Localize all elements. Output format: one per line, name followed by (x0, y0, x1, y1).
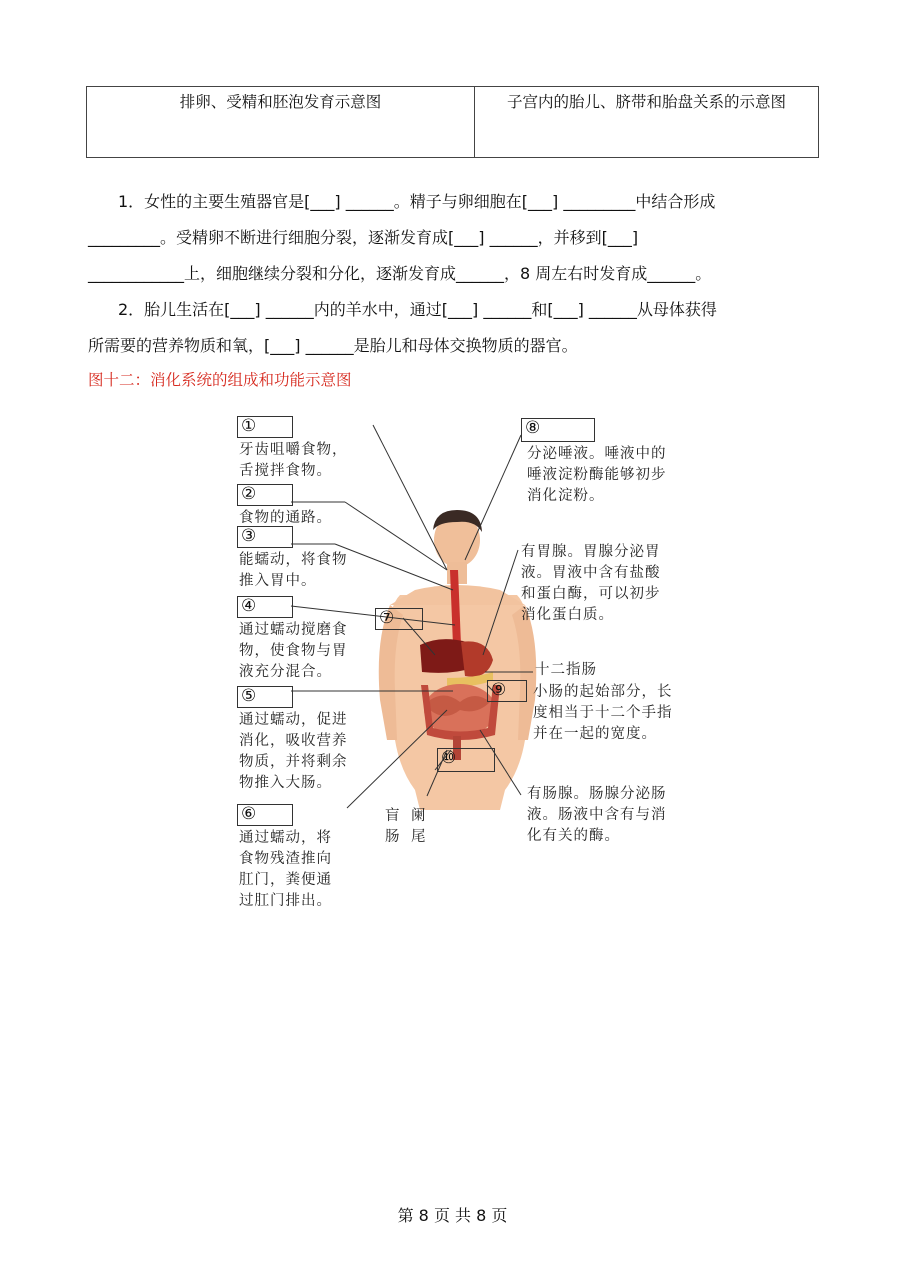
label-box-3: ③ (237, 526, 293, 548)
label-box-10: ⑩ (437, 748, 495, 772)
table-cell-ovulation: 排卵、受精和胚泡发育示意图 (87, 87, 475, 157)
question-1 (88, 184, 818, 292)
q1-line-1: 1．女性的主要生殖器官是[___] ______。精子与卵细胞在[___] _________中结合形成 (118, 192, 716, 211)
label-box-1: ① (237, 416, 293, 438)
label-box-7: ⑦ (375, 608, 423, 630)
q2-line-1: 2．胎儿生活在[___] ______内的羊水中，通过[___] ______和[___] ______从母体获得 (118, 300, 717, 319)
note-large-intestine: 通过蠕动，将 食物残渣推向 肛门，粪便通 过肛门排出。 (239, 830, 332, 909)
page-footer: 第 8 页 共 8 页 (397, 1206, 508, 1225)
note-cecum: 盲 肠 (385, 808, 401, 845)
digestive-system-figure (225, 410, 725, 930)
table-cell-uterus: 子宫内的胎儿、脐带和胎盘关系的示意图 (506, 93, 786, 111)
q1-line-2: _________。受精卵不断进行细胞分裂，逐渐发育成[___] ______，并移到[___] (88, 228, 639, 247)
question-2 (88, 292, 818, 364)
label-box-8: ⑧ (521, 418, 595, 442)
caption-table (86, 86, 819, 158)
label-box-9: ⑨ (487, 680, 527, 702)
note-duodenum-desc: 小肠的起始部分，长 度相当于十二个手指 并在一起的宽度。 (533, 684, 673, 742)
note-small-intestine: 通过蠕动，促进 消化，吸收营养 物质，并将剩余 物推入大肠。 (239, 712, 348, 791)
note-appendix: 阑 尾 (411, 808, 427, 845)
note-pharynx: 食物的通路。 (239, 510, 332, 526)
label-box-4: ④ (237, 596, 293, 618)
label-box-6: ⑥ (237, 804, 293, 826)
q2-line-2: 所需要的营养物质和氧，[___] ______是胎儿和母体交换物质的器官。 (88, 336, 578, 355)
note-duodenum: 十二指肠 (535, 662, 597, 678)
note-salivary-glands: 分泌唾液。唾液中的 唾液淀粉酶能够初步 消化淀粉。 (527, 446, 667, 504)
q1-line-3: ____________上，细胞继续分裂和分化，逐渐发育成______，8 周左右时发育成______。 (88, 264, 712, 283)
label-box-5: ⑤ (237, 686, 293, 708)
note-mouth: 牙齿咀嚼食物， 舌搅拌食物。 (239, 442, 348, 479)
note-stomach: 通过蠕动搅磨食 物，使食物与胃 液充分混合。 (239, 622, 348, 680)
note-gastric-glands: 有胃腺。胃腺分泌胃 液。胃液中含有盐酸 和蛋白酶，可以初步 消化蛋白质。 (521, 544, 661, 623)
figure-title: 图十二：消化系统的组成和功能示意图 (88, 371, 352, 389)
note-esophagus: 能蠕动，将食物 推入胃中。 (239, 552, 348, 589)
note-intestinal-glands: 有肠腺。肠腺分泌肠 液。肠液中含有与消 化有关的酶。 (527, 786, 667, 844)
label-box-2: ② (237, 484, 293, 506)
